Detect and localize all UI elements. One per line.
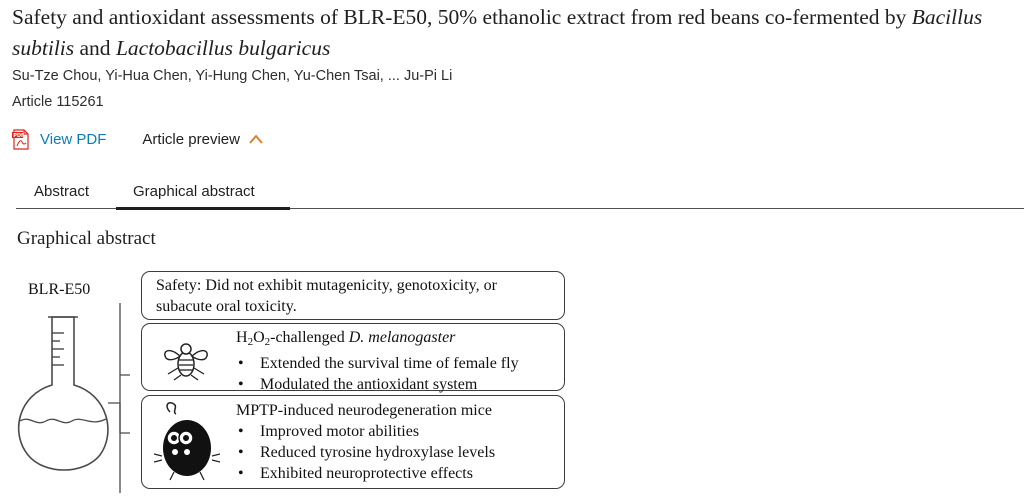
- safety-box: [141, 271, 565, 320]
- fly-title: [236, 327, 519, 353]
- mouse-text: [236, 400, 495, 484]
- tab-graphical-abstract[interactable]: Graphical abstract: [116, 176, 290, 208]
- flask-icon: [12, 303, 152, 493]
- mouse-icon: [154, 400, 220, 484]
- article-preview-label: Article preview: [142, 130, 240, 148]
- mouse-bullets: [236, 421, 495, 484]
- graphical-abstract-figure: [12, 265, 572, 493]
- fly-title-mid: -challenged: [270, 329, 349, 346]
- fly-title-sub-2: 2: [247, 336, 254, 348]
- mouse-box: [141, 395, 565, 489]
- fly-bullet: • Modulated the antioxidant system: [236, 374, 519, 395]
- fly-text: [236, 327, 519, 395]
- article-title[interactable]: [12, 2, 1022, 64]
- fly-title-sub-2b: 2: [264, 336, 271, 348]
- mouse-bullet: • Reduced tyrosine hydroxylase levels: [236, 442, 495, 463]
- title-species-1: Bacillus subtilis: [12, 5, 983, 60]
- safety-text: Safety: Did not exhibit mutagenicity, genotoxicity, or subacute oral toxicity.: [156, 277, 497, 315]
- view-pdf-label: View PDF: [40, 130, 107, 148]
- graphical-abstract-heading: Graphical abstract: [17, 228, 156, 249]
- mouse-bullet: • Exhibited neuroprotective effects: [236, 463, 495, 484]
- article-preview-toggle[interactable]: [142, 131, 263, 148]
- article-actions: [12, 128, 263, 150]
- mouse-title: MPTP-induced neurodegeneration mice: [236, 402, 492, 419]
- fly-bullets: [236, 353, 519, 395]
- figure-label: BLR-E50: [28, 281, 91, 298]
- title-species-2: Lactobacillus bulgaricus: [115, 36, 331, 60]
- tab-abstract[interactable]: Abstract: [34, 183, 90, 200]
- article-number: Article 115261: [12, 94, 104, 110]
- title-text-1: Safety and antioxidant assessments of BLR-E50, 50% ethanolic extract from red beans co-fermented by: [12, 5, 912, 29]
- fly-box: [141, 323, 565, 391]
- author-list: Su-Tze Chou, Yi-Hua Chen, Yi-Hung Chen, Yu-Chen Tsai, ... Ju-Pi Li: [12, 68, 453, 84]
- fruit-fly-icon: [160, 334, 212, 382]
- view-pdf-link[interactable]: [12, 129, 106, 150]
- fly-title-h: H: [236, 329, 248, 346]
- chevron-up-icon: [249, 134, 263, 144]
- fly-species: D. melanogaster: [348, 329, 456, 346]
- abstract-tabs: [16, 176, 1024, 209]
- mouse-bullet: • Improved motor abilities: [236, 421, 495, 442]
- title-conjunction: and: [74, 36, 116, 60]
- fly-bullet: • Extended the survival time of female fly: [236, 353, 519, 374]
- fly-title-o: O: [253, 329, 265, 346]
- svg-text:PDF: PDF: [13, 132, 25, 139]
- pdf-file-icon: [12, 129, 30, 150]
